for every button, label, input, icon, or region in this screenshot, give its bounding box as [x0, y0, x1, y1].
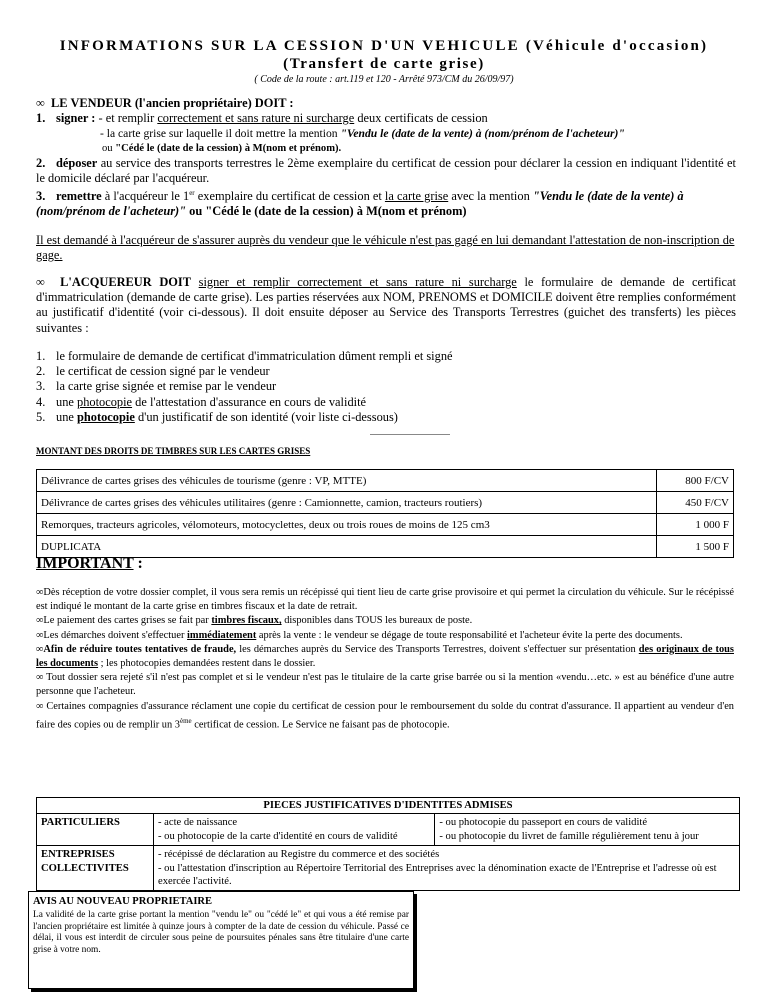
table-row: DUPLICATA 1 500 F	[37, 536, 734, 558]
important-item: ∞Les démarches doivent s'effectuer immédiatement après la vente : le vendeur se dégage de toute responsabilité et l'acheteur évite la perte des documents.	[36, 629, 683, 641]
important-item: ∞ Certaines compagnies d'assurance réclament une copie du certificat de cession pour le remboursement du solde du contrat d'assurance. Il appartient au vendeur d'en faire des copies ou de remplir un 3ème certificat de cession. Le Service ne faisant pas de photocopie.	[36, 700, 734, 731]
important-item: ∞Afin de réduire toutes tentatives de fraude, les démarches auprès du Service des Transports Terrestres, doivent s'effectuer sur présentation des originaux de tous les documents ; les photocopies demandées restent dans le dossier.	[36, 643, 734, 670]
fees-heading: MONTANT DES DROITS DE TIMBRES SUR LES CARTES GRISES	[36, 446, 311, 456]
list-item: 3. la carte grise signée et remise par le vendeur	[36, 379, 277, 394]
legal-reference: ( Code de la route : art.119 et 120 - Arrêté 973/CM du 26/09/97)	[254, 74, 514, 85]
vendeur-step-1-or: ou "Cédé le (date de la cession) à M(nom et prénom).	[102, 143, 342, 154]
important-item: ∞Dès réception de votre dossier complet, il vous sera remis un récépissé qui tient lieu de carte grise provisoire et qui permet la circulation du véhicule. Sur le récépissé est indiqué le montant de la carte grise en timbres fiscaux et la date de retrait.	[36, 587, 734, 613]
table-row: Délivrance de cartes grises des véhicules utilitaires (genre : Camionnette, camion, tracteurs routiers) 450 F/CV	[37, 492, 734, 514]
vendeur-step-1: 1. signer : - et remplir correctement et sans rature ni surcharge deux certificats de cession	[36, 111, 488, 125]
avis-box	[28, 891, 414, 989]
list-item: 5. une photocopie d'un justificatif de son identité (voir liste ci-dessous)	[36, 409, 398, 424]
page-title: INFORMATIONS SUR LA CESSION D'UN VEHICULE (Véhicule d'occasion)	[59, 38, 709, 54]
important-item: ∞Le paiement des cartes grises se fait par timbres fiscaux, disponibles dans TOUS les bureaux de poste.	[36, 615, 473, 627]
acquereur-section: ∞ L'ACQUEREUR DOIT signer et remplir correctement et sans rature ni surcharge le formulaire de demande de certificat d'immatriculation (demande de carte grise). Les parties réservées aux NOM, PRENOMS et DOMICILE doivent être remplies conformément au justificatif d'identité (voir ci-dessous). Il doit ensuite déposer au Service des Transports Terrestres (guichet des transferts) les pièces suivantes :	[36, 275, 736, 335]
list-item: 1. le formulaire de demande de certificat d'immatriculation dûment rempli et signé	[36, 349, 453, 363]
id-documents-table	[36, 797, 740, 891]
important-heading: IMPORTANT :	[36, 555, 143, 572]
vendeur-step-3: 3. remettre à l'acquéreur le 1er exemplaire du certificat de cession et la carte grise avec la mention "Vendu le (date de la vente) à (nom/prénom de l'acheteur)" ou "Cédé le (date de la cession) à M(nom et prénom)	[36, 189, 684, 219]
vendeur-step-2: 2. déposer au service des transports terrestres le 2ème exemplaire du certificat de cession pour déclarer la cession en indiquant l'identité et le domicile déclaré par l'acquéreur.	[36, 156, 736, 186]
avis-heading: AVIS AU NOUVEAU PROPRIETAIRE	[33, 896, 213, 907]
table-row: ENTREPRISES COLLECTIVITES - récépissé de déclaration au Registre du commerce et des sociétés - ou l'attestation d'inscription au Répertoire Territorial des Entreprises avec la dénomination exacte de l'Entreprise et l'adresse où est exercée l'activité.	[37, 846, 740, 891]
page-subtitle: (Transfert de carte grise)	[283, 56, 485, 72]
separator-line	[370, 434, 450, 435]
acquereur-list	[36, 349, 736, 425]
vendeur-heading-text: LE VENDEUR (l'ancien propriétaire) DOIT :	[51, 96, 294, 110]
important-list	[36, 586, 734, 733]
table-row: PIECES JUSTIFICATIVES D'IDENTITES ADMISES	[37, 798, 740, 814]
bullet-icon: ∞	[36, 275, 45, 289]
avis-text: La validité de la carte grise portant la mention "vendu le" ou "cédé le" et qui vous a été remise par l'ancien propriétaire est limitée à quinze jours à compter de la date de cession du véhicule. Passé ce délai, il vous est interdit de circuler sous peine de poursuites pénales sans être titulaire d'une carte grise à votre nom.	[33, 909, 409, 956]
list-item: 2. le certificat de cession signé par le vendeur	[36, 364, 270, 379]
table-row: Délivrance de cartes grises des véhicules de tourisme (genre : VP, MTTE) 800 F/CV	[37, 470, 734, 492]
table-row: PARTICULIERS - acte de naissance - ou photocopie de la carte d'identité en cours de validité - ou photocopie du passeport en cours de validité - ou photocopie du livret de famille régulièrement tenu à jour	[37, 814, 740, 846]
vendeur-step-1-sub: - la carte grise sur laquelle il doit mettre la mention "Vendu le (date de la vente) à (nom/prénom de l'acheteur)"	[100, 127, 625, 140]
fees-table	[36, 469, 734, 558]
gage-notice: Il est demandé à l'acquéreur de s'assurer auprès du vendeur que le véhicule n'est pas gagé en lui demandant l'attestation de non-inscription de gage.	[36, 233, 735, 263]
important-item: ∞ Tout dossier sera rejeté s'il n'est pas complet et si le vendeur n'est pas le titulaire de la carte grise barrée ou si la mention «vendu…etc. » est au bénéfice d'une autre personne que l'acheteur.	[36, 672, 734, 698]
bullet-icon: ∞	[36, 96, 45, 110]
list-item: 4. une photocopie de l'attestation d'assurance en cours de validité	[36, 394, 367, 409]
vendeur-heading	[36, 96, 736, 111]
table-row: Remorques, tracteurs agricoles, vélomoteurs, motocyclettes, deux ou trois roues de moins de 125 cm3 1 000 F	[37, 514, 734, 536]
